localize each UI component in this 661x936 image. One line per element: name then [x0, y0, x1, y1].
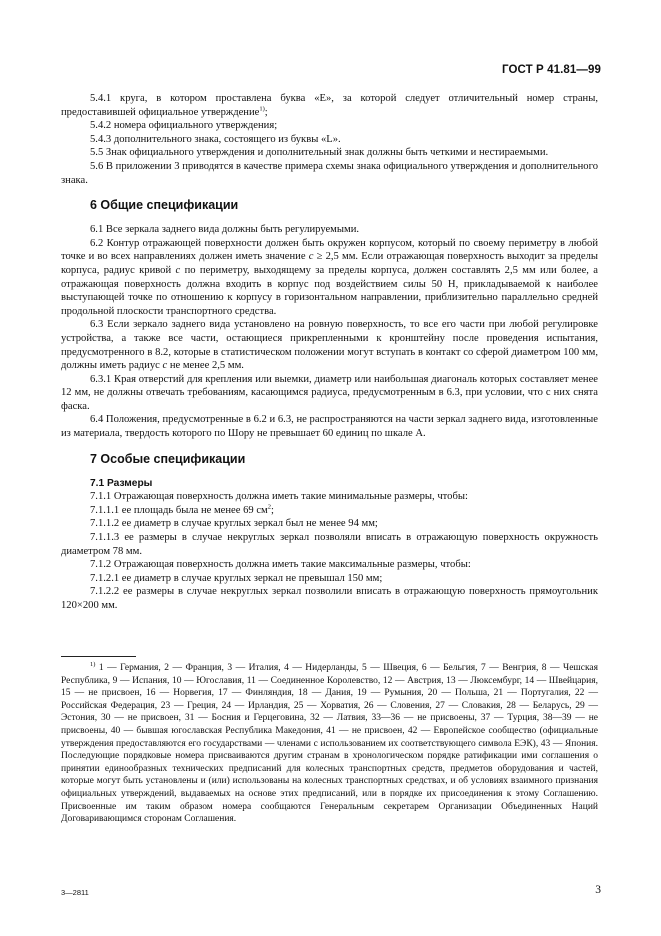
- standard-number-header: ГОСТ Р 41.81—99: [502, 64, 601, 76]
- paragraph-7-1-1-1: [61, 504, 598, 518]
- footnote-reference[interactable]: 1): [259, 105, 265, 113]
- radius-symbol: с: [308, 251, 314, 263]
- footnote-text: 1 — Германия, 2 — Франция, 3 — Италия, 4 — Нидерланды, 5 — Швеция, 6 — Бельгия, 7 — Венгрия, 8 — Чешская Республика, 9 — Испания, 10 — Югославия, 11 — Соединенное Королевство, 12 — Австрия, 13 — Люксембург, 14 — Швейцария, 15 — не присвоен, 16 — Норвегия, 17 — Финляндия, 18 — Дания, 19 — Румыния, 20 — Польша, 21 — Португалия, 22 — Российская Федерация, 23 — Греция, 24 — Ирландия, 25 — Хорватия, 26 — Словения, 27 — Словакия, 28 — Беларусь, 29 — Эстония, 30 — не присвоен, 31 — Босния и Герцеговина, 32 — Латвия, 33—36 — не присвоены, 37 — Турция, 38—39 — не присвоены, 40 — бывшая югославская Республика Македония, 41 — не присвоен, 42 — Европейское сообщество (официальные утверждения предоставляются его государствами — членами с использованием их соответствующего символа ЕЭК), 43 — Япония. Последующие порядковые номера присваиваются другим странам в хронологическом порядке ратификации ими соглашения о принятии единообразных технических предписаний для колесных транспортных средств, предметов оборудования и частей, которые могут быть установлены и (или) использованы на колесных транспортных средствах, и об условиях взаимного признания официальных утверждений, выдаваемых на основе этих предписаний, или в порядке их присоединения к этому Соглашению. Присвоенные им таким образом номера сообщаются Генеральным секретарем Организации Объединенных Наций Договаривающимся сторонам Соглашения.: [61, 663, 598, 825]
- radius-symbol: с: [175, 264, 181, 276]
- footnote-mark: 1): [90, 660, 96, 668]
- paragraph-5-4-3: 5.4.3 дополнительного знака, состоящего из буквы «L».: [90, 133, 341, 145]
- page-number: 3: [595, 884, 601, 896]
- paragraph-5-4-1-text: 5.4.1 круга, в котором проставлена буква «Е», за которой следует отличительный номер страны, предоставившей официальное утверждение: [61, 93, 598, 118]
- paragraph-6-2: [61, 237, 598, 319]
- paragraph-5-5: 5.5 Знак официального утверждения и дополнительный знак должны быть четкими и нестираемыми.: [90, 147, 549, 159]
- section-6-heading: 6 Общие спецификации: [90, 198, 239, 213]
- superscript-exponent: 2: [267, 503, 272, 511]
- paragraph-7-1-2-2: 7.1.2.2 ее размеры в случае некруглых зеркал позволили вписать в отражающую поверхность прямоугольник 120×200 мм.: [61, 586, 598, 611]
- subsection-7-1-heading: 7.1 Размеры: [90, 477, 153, 489]
- paragraph-6-2-part-c: по периметру, выходящему за пределы корпуса, должен составлять 2,5 мм или более, а отражающая поверхность должна входить в корпус под воздействием силы 50 Н, прикладываемой к наиболее выступающей точке по отношению к корпусу в горизонтальном направлении, приблизительно параллельно средней продольной плоскости транспортного средства.: [61, 264, 598, 317]
- paragraph-6-2-part-b: ≥ 2,5 мм. Если отражающая поверхность выходит за пределы корпуса, радиус кривой: [61, 251, 598, 276]
- paragraph-7-1-2: 7.1.2 Отражающая поверхность должна иметь такие максимальные размеры, чтобы:: [90, 559, 471, 571]
- paragraph-7-1-1-3: 7.1.1.3 ее размеры в случае некруглых зеркал позволяли вписать в отражающую поверхность окружность диаметром 78 мм.: [61, 532, 598, 557]
- paragraph-5-4-2: 5.4.2 номера официального утверждения;: [90, 120, 278, 132]
- paragraph-7-1-1-1-text: 7.1.1.1 ее площадь была не менее 69 см: [90, 504, 268, 516]
- paragraph-7-1-2-1: 7.1.2.1 ее диаметр в случае круглых зеркал не превышал 150 мм;: [90, 572, 383, 584]
- paragraph-6-3-1: 6.3.1 Края отверстий для крепления или выемки, диаметр или наибольшая диагональ которых составляет менее 12 мм, не должны отвечать требованиям, касающимся радиуса, предусмотренным в 6.3, при условии, что с них снята фаска.: [61, 373, 598, 412]
- paragraph-7-1-1-1-end: ;: [271, 504, 274, 516]
- paragraph-6-1: 6.1 Все зеркала заднего вида должны быть регулируемыми.: [90, 224, 360, 236]
- footnote-country-codes: [61, 662, 598, 826]
- main-text: [61, 92, 598, 613]
- paragraph-6-4: 6.4 Положения, предусмотренные в 6.2 и 6.3, не распространяются на части зеркал заднего вида, изготовленные из материала, твердость которого по Шору не превышает 60 единиц по шкале А.: [61, 414, 598, 440]
- paragraph-7-1-1-2: 7.1.1.2 ее диаметр в случае круглых зеркал был не менее 94 мм;: [90, 518, 378, 530]
- paragraph-7-1-1: 7.1.1 Отражающая поверхность должна иметь такие минимальные размеры, чтобы:: [90, 491, 468, 503]
- paragraph-5-4-1: [61, 92, 598, 119]
- paragraph-6-3-part-a: 6.3 Если зеркало заднего вида установлено на ровную поверхность, то все его части при любой регулировке устройства, а также все части, остающиеся прикрепленными к кронштейну после проведения испытания, предусмотренного в 8.2, которые в статистическом положении могут вступать в контакт со сферой диаметром 100 мм, должны иметь радиус: [61, 319, 598, 372]
- footnote-divider: [61, 656, 136, 657]
- section-7-heading: 7 Особые спецификации: [90, 451, 246, 466]
- radius-symbol: с: [162, 360, 168, 372]
- paragraph-5-4-1-end: ;: [264, 106, 268, 118]
- paragraph-5-6: 5.6 В приложении 3 приводятся в качестве примера схемы знака официального утверждения и дополнительного знака.: [61, 160, 598, 186]
- paragraph-6-3: [61, 318, 598, 372]
- paragraph-6-2-part-a: 6.2 Контур отражающей поверхности должен быть окружен корпусом, который по своему периметру в любой точке и во всех направлениях должен иметь значение: [61, 237, 598, 263]
- paragraph-6-3-part-b: не менее 2,5 мм.: [167, 360, 244, 372]
- print-code: 3—2811: [61, 888, 89, 897]
